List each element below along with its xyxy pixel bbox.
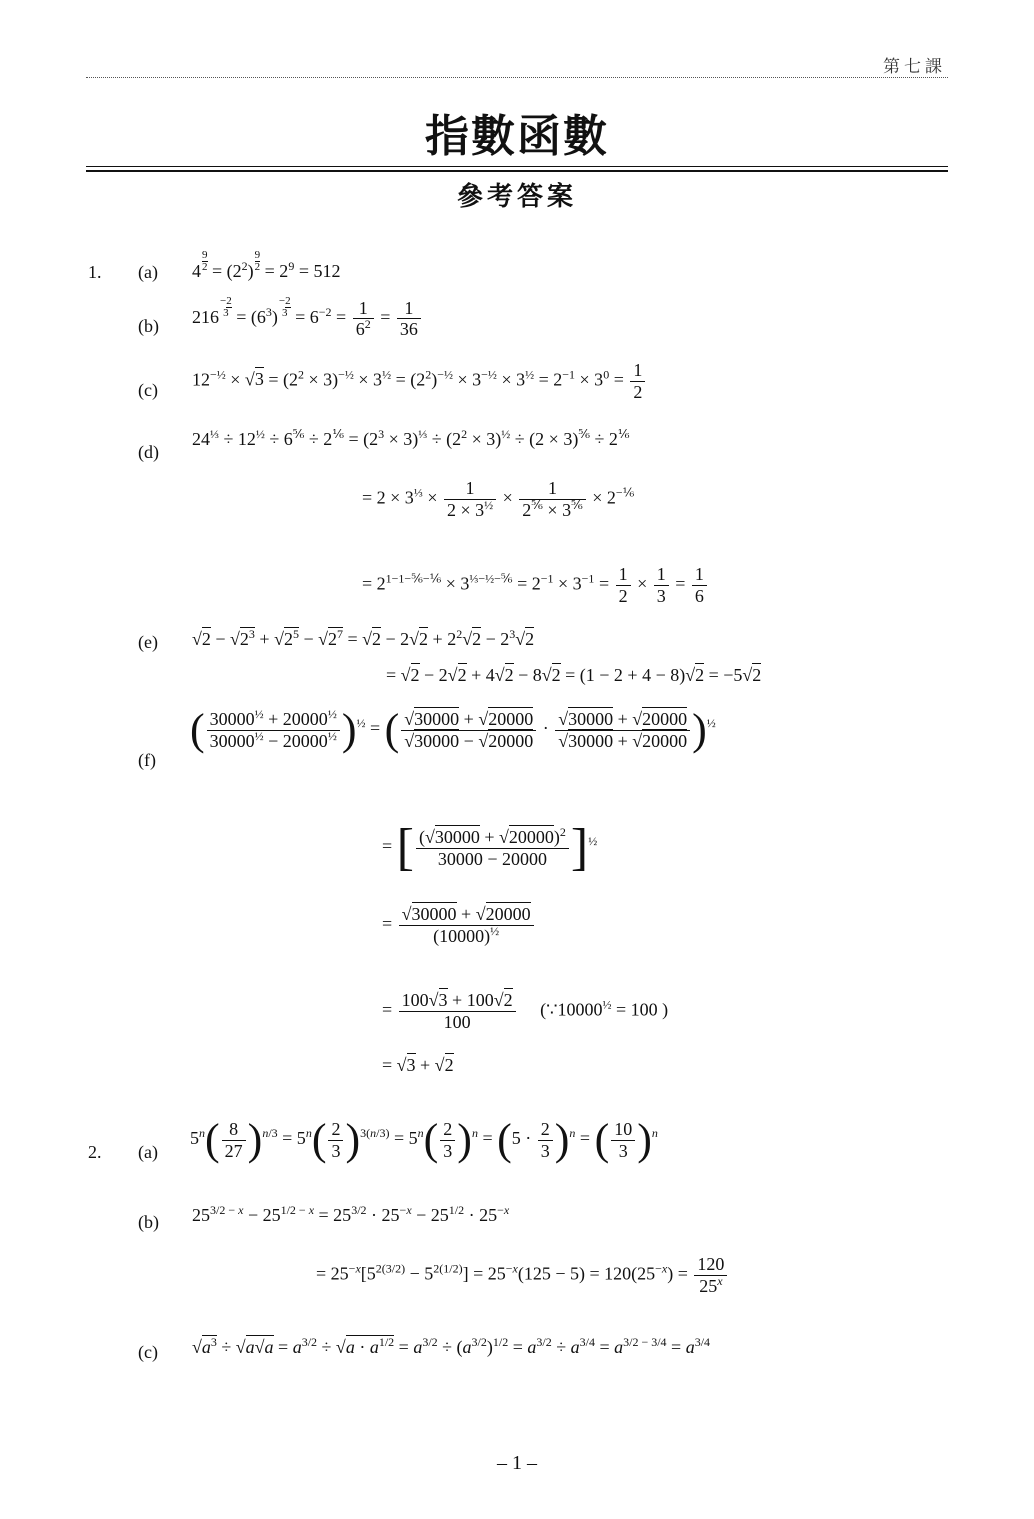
equation-1e: $√2 - √2^3 + √2^5 - √2^7 = √2 - 2√2 + 2^2√2 - 2^3√2$	[192, 627, 535, 649]
part-label: (a)	[138, 262, 158, 282]
part-label: (b)	[138, 1212, 159, 1232]
because-note-end: = 100 )	[616, 999, 669, 1020]
page-subtitle: 參考答案	[456, 182, 577, 212]
equation-1f-step3: = $\frac{√30000 + √20000}{(10000)^{\frac{1}{2}}}$	[382, 904, 536, 946]
equation-1a: 4 $\frac{9}{2}$ = $(2^2)$ $\frac{9}{2}$ = $2^9 = 512$	[192, 249, 341, 281]
equation-1d-step2: = $2 \times 3^{\frac{1}{3}}$ × $\frac{1}{2 \times 3^{\frac{1}{2}}}$ × $\frac{1}{2^{\frac{5}{6}} \times 3^{\frac{5}{6}}}$ × $2^{-\frac{1}{6}}$	[362, 478, 635, 520]
equation-1f: ( $\frac{30000^{\frac{1}{2}} + 20000^{\frac{1}{2}}}{30000^{\frac{1}{2}} - 20000^{\frac{1}{2}}}$ )$^{\frac{1}{2}}$ = ( $\frac{√30000 + √20000}{√30000 - √20000}$ · $\frac{√30000 + √20000}{√30000 + √20000}$ )$^{\frac{1}{2}}$	[190, 705, 716, 754]
equation-1e-step2: = √2 − 2√2 + 4√2 − 8√2 = (1 − 2 + 4 − 8)√2 = −5√2	[386, 665, 762, 685]
part-label: (b)	[138, 316, 159, 336]
equation-2a: 5$^n$( $\frac{8}{27}$ )$^{n/3} = 5^n$( $\frac{2}{3}$ )$^{3(n/3)} = 5^n$( $\frac{2}{3}$ )$^n$ = (5 · $\frac{2}{3}$ )$^n$ = ( $\frac{10}{3}$ )$^n$	[190, 1115, 658, 1164]
header-divider	[86, 77, 948, 78]
equation-1f-step2: = [ $\frac{(√30000 + √20000)^2}{30000 - 20000}$ ]$^{\frac{1}{2}}$	[382, 819, 598, 876]
equation-2b-step2: = $25^{-x}[5^{2(3/2)} - 5^{2(1/2)}] = 25^{-x}(125 - 5) = 120(25^{-x})$ = $\frac{120}{25^x}$	[316, 1254, 729, 1296]
equation-1b: 216−2 3 = $(6^3)-2$ 3 = $6^{-2}$ = $\frac{1}{6^2}$ = $\frac{1}{36}$	[192, 296, 423, 340]
part-label: (d)	[138, 442, 159, 462]
page-number: – 1 –	[497, 1452, 537, 1474]
lesson-label: 第七課	[883, 57, 946, 76]
part-label: (a)	[138, 1142, 158, 1162]
equation-2c: $√a^3 \div √a√a = a^{3/2} \div √a \cdot a^{1/2} = a^{3/2} \div (a^{3/2})^{1/2} = a^{3/2} \div a^{3/4} = a^{3/2 - 3/4} = a^{3/4}$	[192, 1335, 711, 1357]
question-number: 1.	[88, 262, 102, 282]
because-note: (∵10000	[540, 999, 603, 1020]
equation-1f-step4: = $\frac{100√3 + 100√2}{100}$ ($\because 10000^{\frac{1}{2}} = 100$ )	[382, 990, 669, 1032]
equation-2b: $25^{3/2 - x} - 25^{1/2 - x} = 25^{3/2} \cdot 25^{-x} - 25^{1/2} \cdot 25^{-x}$	[192, 1203, 510, 1225]
part-label: (e)	[138, 632, 158, 652]
equation-1d-step3: = $2^{1-1-\frac{5}{6}-\frac{1}{6}} \times 3^{\frac{1}{3}-\frac{1}{2}-\frac{5}{6}} = 2^{-1} \times 3^{-1}$ = $\frac{1}{2}$ × $\frac{1}{3}$ = $\frac{1}{6}$	[362, 564, 709, 606]
equation-1d: $24^{\frac{1}{3}} \div 12^{\frac{1}{2}} \div 6^{\frac{5}{6}} \div 2^{\frac{1}{6}} = (2^3 \times 3)^{\frac{1}{3}} \div (2^2 \times 3)^{\frac{1}{2}} \div (2 \times 3)^{\frac{5}{6}} \div 2^{\frac{1}{6}}$	[192, 427, 630, 449]
part-label: (c)	[138, 380, 158, 400]
title-rule-thick	[86, 170, 948, 172]
title-rule-thin	[86, 166, 948, 167]
part-label: (f)	[138, 750, 156, 770]
equation-1c: $12^{-\frac{1}{2}} \times √3 = (2^2 \times 3)^{-\frac{1}{2}} \times 3^{\frac{1}{2}} = (2^2)^{-\frac{1}{2}} \times 3^{-\frac{1}{2}} \times 3^{\frac{1}{2}} = 2^{-1} \times 3^0$ = $\frac{1}{2}$	[192, 360, 647, 402]
page-title: 指數函數	[425, 111, 609, 162]
question-number: 2.	[88, 1142, 102, 1162]
part-label: (c)	[138, 1342, 158, 1362]
equation-1f-step5: = √3 + √2	[382, 1055, 454, 1075]
